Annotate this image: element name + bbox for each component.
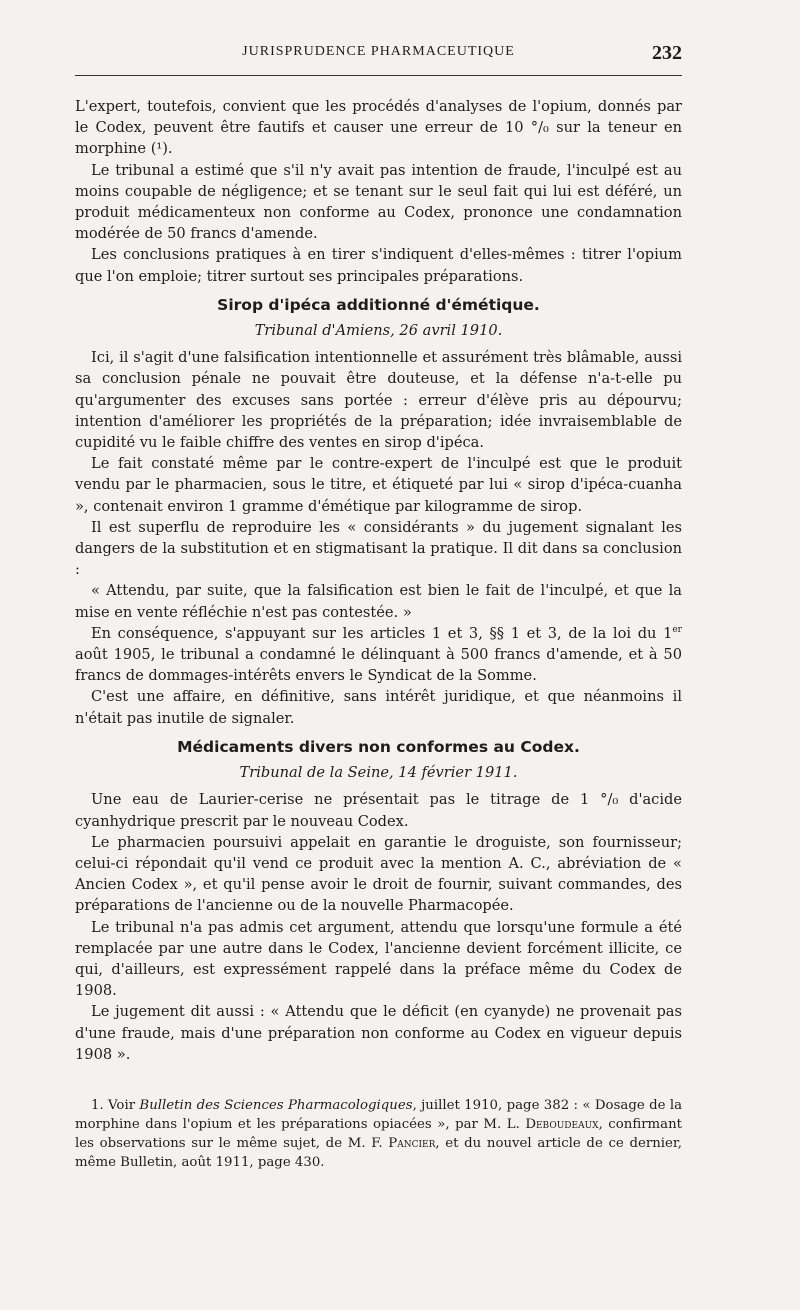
paragraph (75, 623, 682, 687)
paragraph: Les conclusions pratiques à en tirer s'indiquent d'elles-mêmes : titrer l'opium que l'on emploie; titrer surtout ses principales préparations. (75, 246, 682, 285)
paragraph: « Attendu, par suite, que la falsification est bien le fait de l'inculpé, et que la mise en vente réfléchie n'est pas contestée. » (75, 582, 682, 621)
paragraph: Le tribunal n'a pas admis cet argument, attendu que lorsqu'une formule a été remplacée par une autre dans le Codex, l'ancienne devient forcément illicite, ce qui, d'ailleurs, est expressément rappelé dans la préface même du Codex de 1908. (75, 918, 682, 1000)
paragraph: Une eau de Laurier-cerise ne présentait pas le titrage de 1 °/₀ d'acide cyanhydrique prescrit par le nouveau Codex. (75, 791, 682, 830)
paragraph: C'est une affaire, en définitive, sans intérêt juridique, et que néanmoins il n'était pas inutile de signaler. (75, 688, 682, 727)
author-name: Deboudeaux (525, 1117, 599, 1132)
paragraph-text: En conséquence, s'appuyant sur les articles 1 et 3, §§ 1 et 3, de la loi du 1 (91, 624, 673, 642)
paragraph: Le jugement dit aussi : « Attendu que le déficit (en cyanyde) ne provenait pas d'une fraude, mais d'une préparation non conforme au Codex en vigueur depuis 1908 ». (75, 1003, 682, 1063)
footnote-text: , juillet 1910, page 382 : « Dosage de la morphine dans l'opium et les préparations opiacées », par M. L. (75, 1098, 682, 1132)
paragraph: Le pharmacien poursuivi appelait en garantie le droguiste, son fournisseur; celui-ci répondait qu'il vend ce produit avec la mention A. C., abréviation de « Ancien Codex », et qu'il pense avoir le droit de fournir, suivant commandes, des préparations de l'ancienne ou de la nouvelle Pharmacopée. (75, 833, 682, 915)
section-heading: Médicaments divers non conformes au Codex. (177, 737, 580, 756)
paragraph-text: L'expert, toutefois, convient que les procédés d'analyses de l'opium, donnés par le Codex, peuvent être fautifs et causer une erreur de 10 °/₀ sur la teneur en morphine (75, 98, 682, 158)
author-name: Pancier (388, 1136, 436, 1151)
footnote-text: , confirmant les observations sur le même sujet, de M. F. (75, 1117, 682, 1151)
court-reference: Tribunal d'Amiens, 26 avril 1910. (254, 322, 503, 340)
footnote-text: , et du nouvel article de ce dernier, même Bulletin, août 1911, page 430. (75, 1136, 682, 1170)
header-rule (75, 75, 682, 76)
paragraph (75, 96, 682, 160)
footnote (75, 1096, 682, 1172)
paragraph: Il est superflu de reproduire les « considérants » du jugement signalant les dangers de la substitution et en stigmatisant la pratique. Il dit dans sa conclusion : (75, 518, 682, 579)
paragraph-text: août 1905, le tribunal a condamné le délinquant à 500 francs d'amende, et à 50 francs de dommages-intérêts envers le Syndicat de la Somme. (75, 646, 682, 685)
running-title: JURISPRUDENCE PHARMACEUTIQUE (242, 44, 515, 59)
body-text (75, 96, 682, 1065)
paragraph: Ici, il s'agit d'une falsification intentionnelle et assurément très blâmable, aussi sa conclusion pénale ne pouvait être douteuse, et la défense n'a-t-elle pu qu'argumenter des excuses sans portée : erreur d'élève pris au dépourvu; intention d'améliorer les propriétés de la préparation; idée invraisemblable de cupidité vu le faible chiffre des ventes en sirop d'ipéca. (75, 349, 682, 452)
journal-title: Bulletin des Sciences Pharmacologiques (139, 1098, 413, 1113)
page-header (75, 42, 682, 70)
footnote-text: 1. Voir (91, 1098, 140, 1113)
paragraph: Le tribunal a estimé que s'il n'y avait pas intention de fraude, l'inculpé est au moins coupable de négligence; et se tenant sur le seul fait qui lui est déféré, un produit médicamenteux non conforme au Codex, prononce une condamnation modérée de 50 francs d'amende. (75, 161, 682, 243)
paragraph: Le fait constaté même par le contre-expert de l'inculpé est que le produit vendu par le pharmacien, sous le titre, et étiqueté par lui « sirop d'ipéca-cuanha », contenait environ 1 gramme d'émétique par kilogramme de sirop. (75, 455, 682, 515)
footnote-reference[interactable]: (¹). (150, 140, 173, 158)
page-number: 232 (652, 42, 682, 64)
court-reference: Tribunal de la Seine, 14 février 1911. (239, 764, 518, 782)
section-heading: Sirop d'ipéca additionné d'émétique. (217, 295, 540, 314)
superscript: er (672, 625, 682, 636)
